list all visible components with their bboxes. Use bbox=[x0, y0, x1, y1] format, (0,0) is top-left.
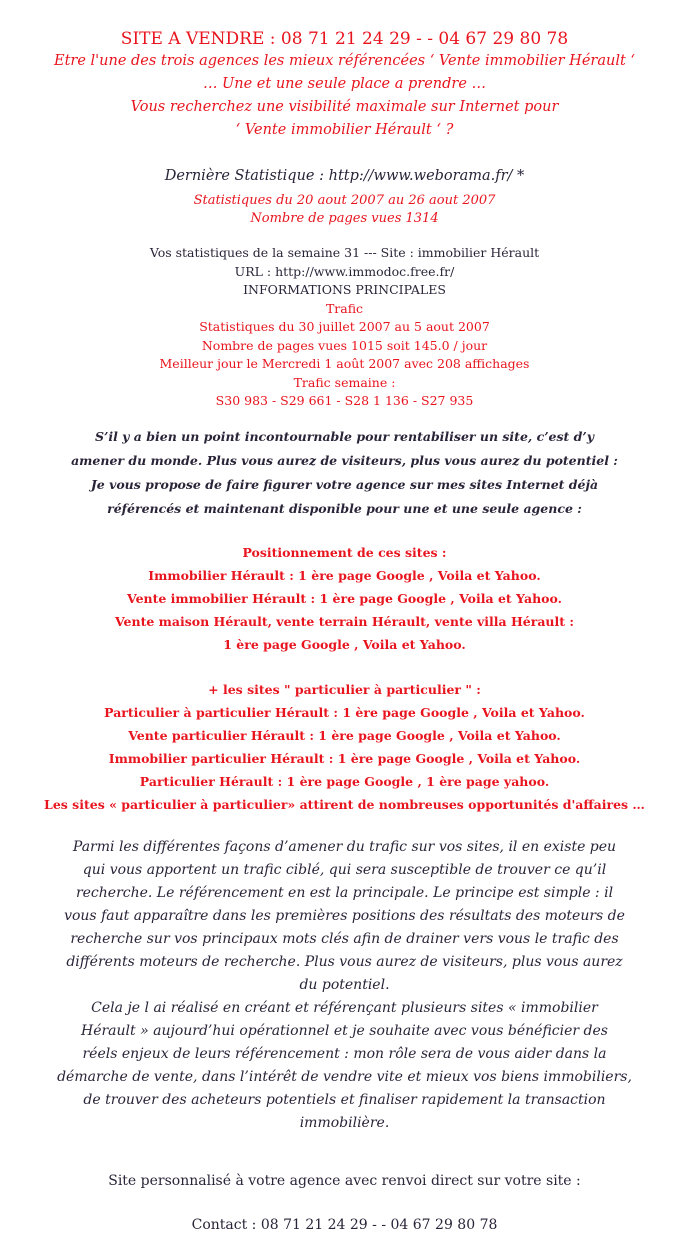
last-stat-details bbox=[0, 192, 689, 228]
traffic-line: Cela je l ai réalisé en créant et référençant plusieurs sites « immobilier bbox=[91, 999, 598, 1016]
particulier-line: Vente particulier Hérault : 1 ère page Google , Voila et Yahoo. bbox=[128, 727, 561, 743]
traffic-line: différents moteurs de recherche. Plus vous aurez de visiteurs, plus vous aurez bbox=[66, 953, 623, 970]
pitch-paragraph bbox=[0, 425, 689, 521]
intro-line: … Une et une seule place a prendre … bbox=[202, 76, 487, 92]
particulier-line: Les sites « particulier à particulier» attirent de nombreuses opportunités d'affaires … bbox=[44, 796, 645, 812]
weekly-stat-line: Vos statistiques de la semaine 31 --- Site : immobilier Hérault bbox=[149, 245, 540, 260]
weekly-stats-section bbox=[0, 244, 689, 411]
traffic-line: vous faut apparaître dans les premières positions des résultats des moteurs de bbox=[64, 907, 625, 924]
positioning-section bbox=[0, 541, 689, 656]
header-section bbox=[0, 28, 689, 142]
weekly-stat-line: URL : http://www.immodoc.free.fr/ bbox=[234, 263, 455, 279]
pitch-line: S’il y a bien un point incontournable pour rentabiliser un site, c’est d’y bbox=[94, 428, 595, 444]
traffic-line: recherche sur vos principaux mots clés afin de drainer vers vous le trafic des bbox=[70, 930, 619, 947]
particulier-line: Particulier Hérault : 1 ère page Google , 1 ère page yahoo. bbox=[139, 773, 550, 789]
last-stat-section bbox=[0, 166, 689, 228]
positioning-line: Vente maison Hérault, vente terrain Hérault, vente villa Hérault : bbox=[114, 613, 575, 629]
traffic-line: immobilière. bbox=[299, 1114, 390, 1131]
weekly-stat-line: Trafic bbox=[325, 300, 364, 316]
weekly-stat-line: S30 983 - S29 661 - S28 1 136 - S27 935 bbox=[215, 393, 474, 408]
traffic-line: du potentiel. bbox=[299, 976, 390, 993]
traffic-line: démarche de vente, dans l’intérêt de vendre vite et mieux vos biens immobiliers, bbox=[57, 1068, 632, 1085]
intro-line: Etre l'une des trois agences les mieux référencées ‘ Vente immobilier Hérault ‘ bbox=[53, 53, 636, 69]
pitch-line: Je vous propose de faire figurer votre agence sur mes sites Internet déjà bbox=[90, 476, 599, 492]
last-stat-title: Dernière Statistique : http://www.weborama.fr/ * bbox=[164, 168, 525, 184]
pitch-line: amener du monde. Plus vous aurez de visiteurs, plus vous aurez du potentiel : bbox=[71, 452, 618, 468]
sale-heading: SITE A VENDRE : 08 71 21 24 29 - - 04 67 29 80 78 bbox=[120, 29, 569, 49]
last-stat-period: Statistiques du 20 aout 2007 au 26 aout 2007 bbox=[193, 193, 496, 208]
weekly-stat-line: Trafic semaine : bbox=[293, 374, 396, 390]
traffic-line: Parmi les différentes façons d’amener du trafic sur vos sites, il en existe peu bbox=[72, 838, 617, 855]
pitch-line: référencés et maintenant disponible pour une et une seule agence : bbox=[107, 500, 582, 516]
particulier-section bbox=[0, 678, 689, 816]
traffic-line: recherche. Le référencement en est la principale. Le principe est simple : il bbox=[75, 884, 614, 901]
intro-block bbox=[0, 50, 689, 142]
particulier-line: Particulier à particulier Hérault : 1 ère page Google , Voila et Yahoo. bbox=[104, 704, 585, 720]
particulier-line: Immobilier particulier Hérault : 1 ère page Google , Voila et Yahoo. bbox=[108, 750, 581, 766]
traffic-line: de trouver des acheteurs potentiels et finaliser rapidement la transaction bbox=[83, 1091, 606, 1108]
custom-site-text: Site personnalisé à votre agence avec renvoi direct sur votre site : bbox=[108, 1172, 581, 1189]
positioning-line: Vente immobilier Hérault : 1 ère page Google , Voila et Yahoo. bbox=[127, 590, 562, 606]
last-stat-pages: Nombre de pages vues 1314 bbox=[250, 211, 439, 226]
contact-text: Contact : 08 71 21 24 29 - - 04 67 29 80 78 bbox=[191, 1216, 498, 1233]
traffic-line: réels enjeux de leurs référencement : mon rôle sera de vous aider dans la bbox=[82, 1045, 607, 1062]
weekly-stat-line: Nombre de pages vues 1015 soit 145.0 / jour bbox=[201, 337, 488, 353]
intro-line: Vous recherchez une visibilité maximale sur Internet pour bbox=[130, 99, 559, 115]
traffic-line: qui vous apportent un trafic ciblé, qui sera susceptible de trouver ce qu’il bbox=[82, 861, 607, 878]
weekly-stat-line: Statistiques du 30 juillet 2007 au 5 aout 2007 bbox=[199, 319, 490, 334]
traffic-paragraph bbox=[0, 836, 689, 1135]
positioning-title: Positionnement de ces sites : bbox=[242, 544, 447, 560]
intro-line: ‘ Vente immobilier Hérault ‘ ? bbox=[235, 122, 454, 138]
positioning-line: Immobilier Hérault : 1 ère page Google , Voila et Yahoo. bbox=[148, 567, 541, 583]
weekly-stat-line: Meilleur jour le Mercredi 1 août 2007 avec 208 affichages bbox=[159, 356, 530, 371]
positioning-line: 1 ère page Google , Voila et Yahoo. bbox=[223, 636, 466, 652]
weekly-stat-line: INFORMATIONS PRINCIPALES bbox=[243, 282, 446, 297]
particulier-title: + les sites " particulier à particulier " : bbox=[208, 681, 481, 697]
traffic-line: Hérault » aujourd’hui opérationnel et je souhaite avec vous bénéficier des bbox=[81, 1022, 608, 1039]
